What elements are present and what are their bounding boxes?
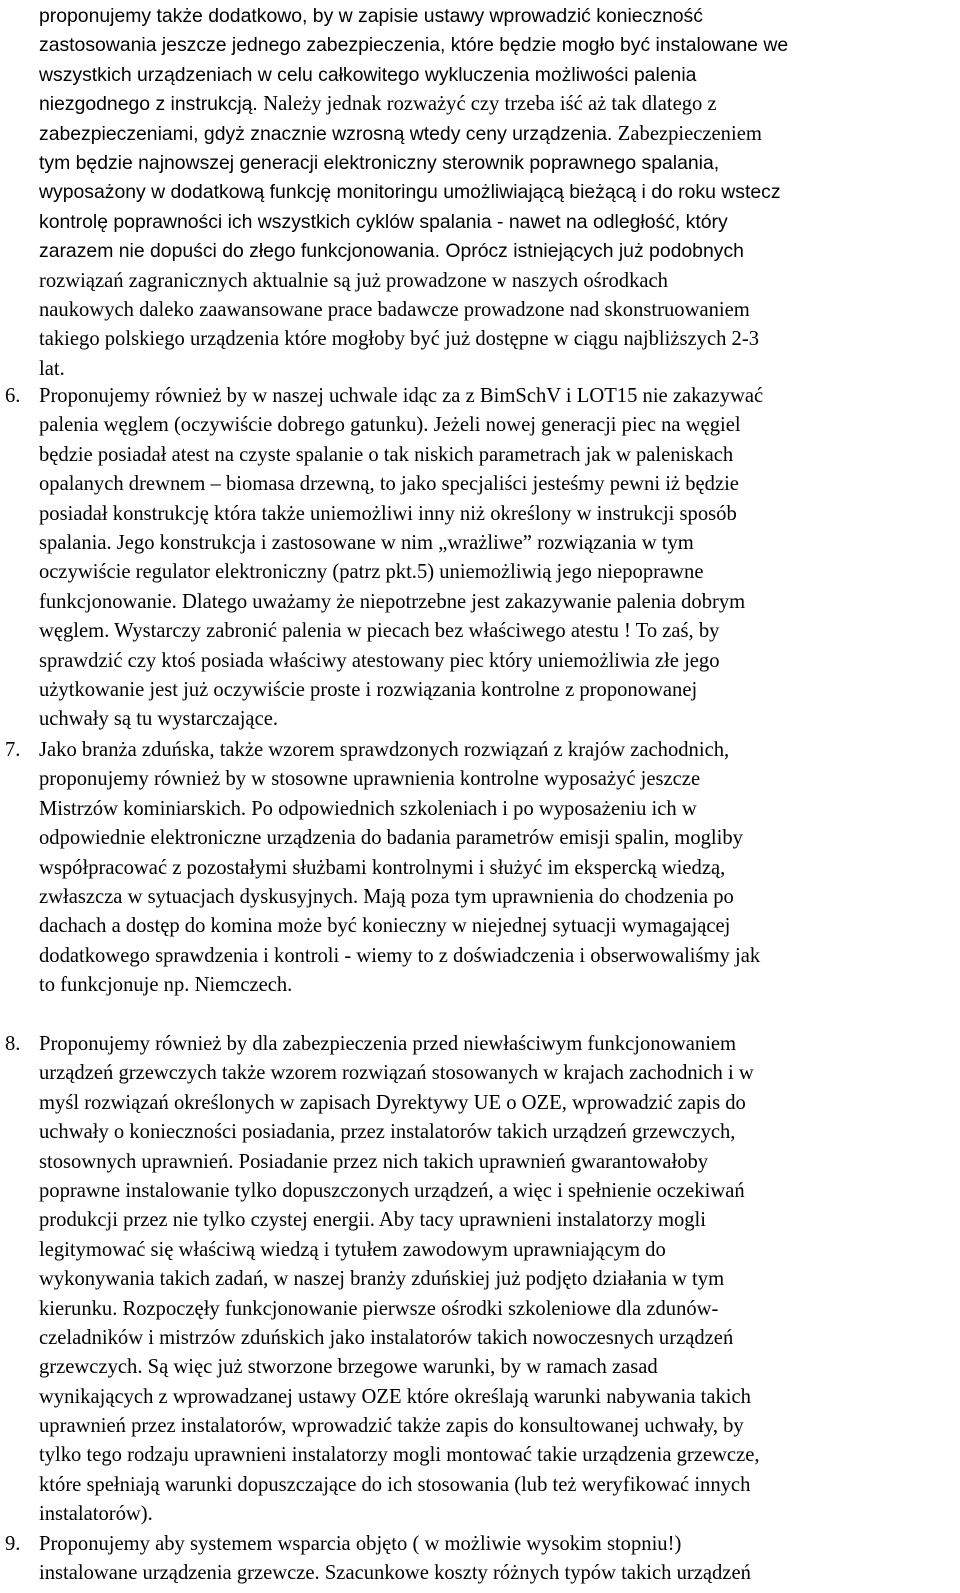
text-line: zwłaszcza w sytuacjach dyskusyjnych. Mają poza tym uprawnienia do chodzenia po bbox=[39, 885, 734, 908]
list-item-number: 8. bbox=[5, 1033, 21, 1055]
text-line: dodatkowego sprawdzenia i kontroli - wiemy to z doświadczenia i obserwowaliśmy jak bbox=[39, 944, 761, 967]
text-line: tym będzie najnowszej generacji elektroniczny sterownik poprawnego spalania, bbox=[39, 151, 720, 174]
text-line: spalania. Jego konstrukcja i zastosowane w nim „wrażliwe” rozwiązania w tym bbox=[39, 531, 694, 554]
text-line: Proponujemy aby systemem wsparcia objęto ( w możliwie wysokim stopniu!) bbox=[39, 1533, 682, 1555]
text-line: będzie posiadał atest na czyste spalanie o tak niskich parametrach jak w paleniskach bbox=[39, 443, 734, 466]
text-line: grzewczych. Są więc już stworzone brzegowe warunki, by w ramach zasad bbox=[39, 1356, 658, 1379]
text-line: instalatorów). bbox=[39, 1503, 153, 1526]
text-line: współpracować z pozostałymi służbami kontrolnymi i służyć im ekspercką wiedzą, bbox=[39, 856, 726, 879]
list-item-number: 7. bbox=[5, 739, 21, 761]
text-line: sprawdzić czy ktoś posiada właściwy atestowany piec który uniemożliwia złe jego bbox=[39, 649, 720, 672]
list-item-number: 9. bbox=[5, 1533, 21, 1555]
text-line: które spełniają warunki dopuszczające do ich stosowania (lub też weryfikować innych bbox=[39, 1473, 751, 1496]
text-line bbox=[39, 120, 960, 149]
text-line: Mistrzów kominiarskich. Po odpowiednich szkoleniach i po wyposażeniu ich w bbox=[39, 797, 697, 820]
text-segment: Zabezpieczeniem bbox=[617, 122, 762, 145]
list-item-8 bbox=[5, 1030, 960, 1530]
text-line: odpowiednie elektroniczne urządzenia do badania parametrów emisji spalin, mogliby bbox=[39, 827, 743, 850]
text-line: kierunku. Rozpoczęły funkcjonowanie pierwsze ośrodki szkoleniowe dla zdunów- bbox=[39, 1297, 719, 1320]
list-item-number: 6. bbox=[5, 385, 21, 407]
text-line: dachach a dostęp do komina może być konieczny w niejednej sytuacji wymagającej bbox=[39, 915, 731, 938]
text-line: to funkcjonuje np. Niemczech. bbox=[39, 974, 293, 997]
text-line: uchwały są tu wystarczające. bbox=[39, 708, 279, 731]
text-line: takiego polskiego urządzenia które mogłoby być już dostępne w ciągu najbliższych 2-3 bbox=[39, 328, 759, 351]
list-item-6 bbox=[5, 382, 960, 735]
text-line: legitymować się właściwą wiedzą i tytułem zawodowym uprawniającym do bbox=[39, 1238, 666, 1261]
text-line: Jako branża zduńska, także wzorem sprawdzonych rozwiązań z krajów zachodnich, bbox=[39, 739, 730, 761]
text-line: wszystkich urządzeniach w celu całkowitego wykluczenia możliwości palenia bbox=[39, 63, 697, 86]
text-line: myśl rozwiązań określonych w zapisach Dyrektywy UE o OZE, wprowadzić zapis do bbox=[39, 1091, 746, 1114]
text-line: Proponujemy również by w naszej uchwale idąc za z BimSchV i LOT15 nie zakazywać bbox=[39, 385, 764, 407]
text-line: użytkowanie jest już oczywiście proste i rozwiązania kontrolne z proponowanej bbox=[39, 678, 698, 701]
text-segment: zabezpieczeniami, gdyż znacznie wzrosną wtedy ceny urządzenia. bbox=[39, 122, 618, 145]
text-line: urządzeń grzewczych także wzorem rozwiązań stosowanych w krajach zachodnich i w bbox=[39, 1062, 754, 1085]
text-line: wyposażony w dodatkową funkcję monitoringu umożliwiającą bieżącą i do roku wstecz bbox=[39, 181, 781, 204]
list-item-7 bbox=[5, 736, 960, 1001]
text-line: instalowane urządzenia grzewcze. Szacunkowe koszty różnych typów takich urządzeń bbox=[39, 1562, 751, 1585]
text-line: oczywiście regulator elektroniczny (patrz pkt.5) uniemożliwią jego niepoprawne bbox=[39, 561, 704, 584]
text-line: Proponujemy również by dla zabezpieczenia przed niewłaściwym funkcjonowaniem bbox=[39, 1033, 737, 1055]
text-line: lat. bbox=[39, 357, 65, 380]
list-item-9 bbox=[5, 1530, 960, 1589]
text-line: opalanych drewnem – biomasa drzewną, to jako specjaliści jesteśmy pewni iż będzie bbox=[39, 473, 739, 496]
text-line: poprawne instalowanie tylko dopuszczonych urządzeń, a więc i spełnienie oczekiwań bbox=[39, 1179, 745, 1202]
text-segment: Należy jednak rozważyć czy trzeba iść aż tak dlatego z bbox=[263, 93, 717, 116]
text-line: proponujemy także dodatkowo, by w zapisie ustawy wprowadzić konieczność bbox=[39, 5, 703, 27]
text-line: uprawnień przez instalatorów, wprowadzić także zapis do konsultowanej uchwały, by bbox=[39, 1415, 744, 1438]
text-line: węglem. Wystarczy zabronić palenia w piecach bez właściwego atestu ! To zaś, by bbox=[39, 620, 720, 643]
text-line: rozwiązań zagranicznych aktualnie są już prowadzone w naszych ośrodkach bbox=[39, 269, 668, 292]
text-line: kontrolę poprawności ich wszystkich cyklów spalania - nawet na odległość, który bbox=[39, 210, 728, 233]
text-line: zastosowania jeszcze jednego zabezpieczenia, które będzie mogło być instalowane we bbox=[39, 34, 789, 57]
text-line: palenia węglem (oczywiście dobrego gatunku). Jeżeli nowej generacji piec na węgiel bbox=[39, 414, 741, 437]
text-line: czeladników i mistrzów zduńskich jako instalatorów takich nowoczesnych urządzeń bbox=[39, 1326, 734, 1349]
text-line: uchwały o konieczności posiadania, przez instalatorów takich urządzeń grzewczych, bbox=[39, 1121, 736, 1144]
text-line: naukowych daleko zaawansowane prace badawcze prowadzone nad skonstruowaniem bbox=[39, 298, 750, 321]
text-line: tylko tego rodzaju uprawnieni instalatorzy mogli montować takie urządzenia grzewcze, bbox=[39, 1444, 760, 1467]
text-line bbox=[39, 237, 960, 266]
text-line: posiadał konstrukcję która także uniemożliwi inny niż określony w instrukcji sposób bbox=[39, 502, 737, 525]
text-segment: zarazem nie dopuści do złego funkcjonowania. Oprócz istniejących już podobnych bbox=[39, 240, 744, 263]
text-line: wykonywania takich zadań, w naszej branży zduńskiej już podjęto działania w tym bbox=[39, 1268, 725, 1291]
text-line: funkcjonowanie. Dlatego uważamy że niepotrzebne jest zakazywanie palenia dobrym bbox=[39, 590, 746, 613]
text-line: stosownych uprawnień. Posiadanie przez nich takich uprawnień gwarantowałoby bbox=[39, 1150, 709, 1173]
text-segment: niezgodnego z instrukcją. bbox=[39, 93, 264, 116]
intro-paragraph bbox=[39, 2, 960, 384]
text-line bbox=[39, 90, 960, 119]
text-line: proponujemy również by w stosowne uprawnienia kontrolne wyposażyć jeszcze bbox=[39, 768, 701, 791]
text-line: wynikających z wprowadzanej ustawy OZE które określają warunki nabywania takich bbox=[39, 1385, 751, 1408]
text-line: produkcji przez nie tylko czystej energii. Aby tacy uprawnieni instalatorzy mogli bbox=[39, 1209, 707, 1232]
